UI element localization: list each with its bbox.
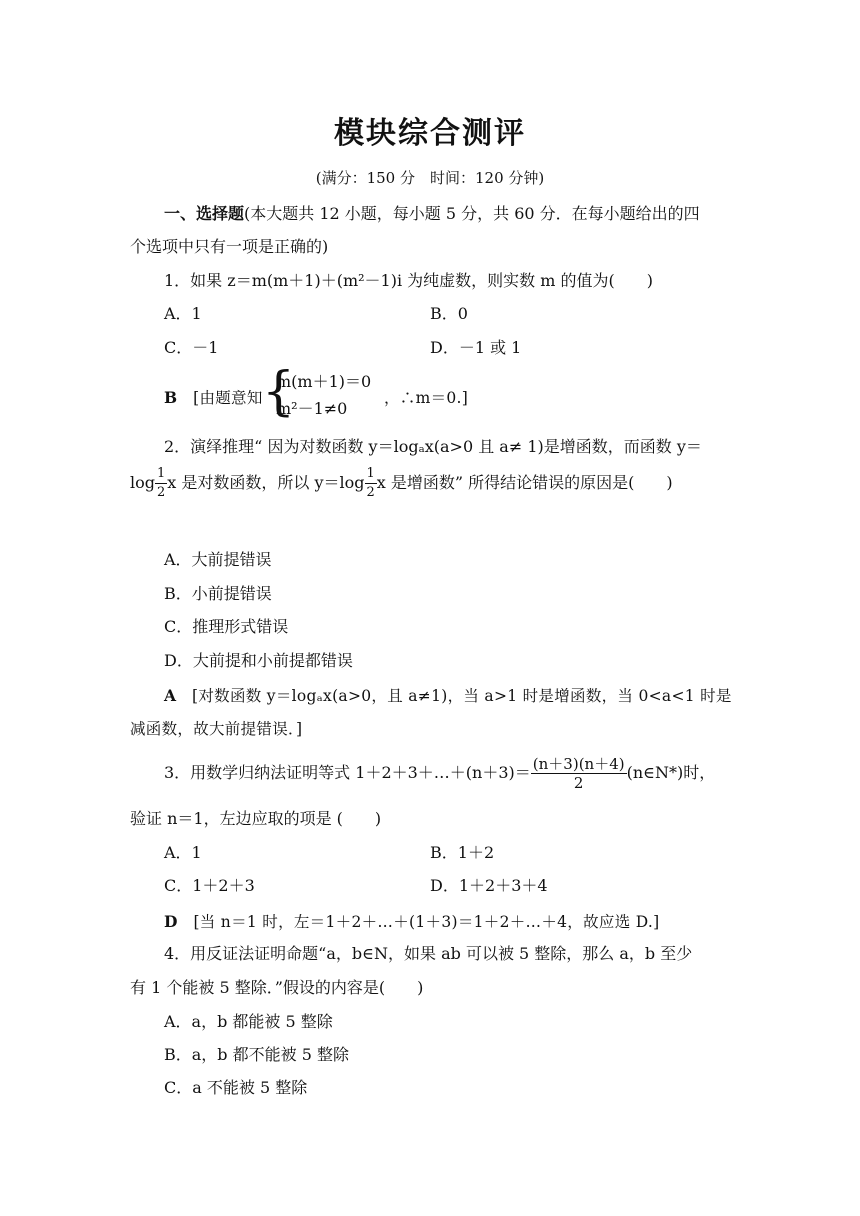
q1-prefix: 1．如果	[164, 271, 228, 290]
page-subtitle: (满分：150 分 时间：120 分钟)	[315, 169, 545, 187]
q2-stem-mid: x 是对数函数，所以 y＝log	[167, 473, 365, 492]
q2-answer-label: A	[164, 686, 177, 705]
q1-answer-text: [由题意知	[193, 389, 263, 407]
section-desc-line-1	[164, 204, 700, 224]
q2-stem-line-2	[130, 464, 673, 502]
q1-expr: z＝m(m＋1)＋(m²－1)i 为纯虚数，则实数 m 的值为( )	[227, 271, 654, 290]
q2-answer-line-2: 减函数，故大前提错误．]	[130, 720, 303, 738]
q2-answer-line-1	[164, 684, 732, 706]
q4-stem-line-1: 4．用反证法证明命题“a，b∈N，如果 ab 可以被 5 整除，那么 a，b 至少	[164, 944, 693, 963]
q4-option-b: B．a，b 都不能被 5 整除	[164, 1045, 349, 1064]
section-desc-1: (本大题共 12 小题，每小题 5 分，共 60 分．在每小题给出的四	[244, 204, 700, 223]
q3-answer-text: [当 n＝1 时，左＝1＋2＋…＋(1＋3)＝1＋2＋…＋4，故应选 D.]	[193, 913, 660, 931]
q1-option-d: D．－1 或 1	[430, 338, 522, 357]
section-desc-line-2: 个选项中只有一项是正确的)	[130, 237, 329, 256]
q1-option-a: A．1	[164, 304, 202, 323]
q1-case-1: m(m＋1)＝0	[276, 372, 372, 391]
q2-half-1: $\frac{1}{2}$	[157, 466, 166, 500]
q3-stem-line-1	[164, 752, 715, 794]
q3-option-c: C．1＋2＋3	[164, 876, 255, 895]
q3-option-b: B．1＋2	[430, 843, 495, 862]
q2-answer-text-1: [对数函数 y＝logₐx(a>0，且 a≠1)，当 a>1 时是增函数，当 0<a<1 时是	[192, 687, 732, 705]
q1-stem	[164, 271, 653, 291]
q1-brace: {	[262, 362, 296, 422]
q3-stem-line-2: 验证 n＝1，左边应取的项是 ( )	[130, 809, 382, 828]
q2-option-d: D．大前提和小前提都错误	[164, 651, 353, 670]
q1-case-2: m²－1≠0	[276, 399, 348, 418]
q3-answer	[164, 910, 660, 932]
q2-log-1: log	[130, 473, 155, 492]
q3-fraction: $\frac{(n+3)(n+4)}{2}$	[532, 755, 625, 792]
q4-stem-line-2: 有 1 个能被 5 整除．”假设的内容是( )	[130, 978, 424, 997]
page-title: 模块综合测评	[334, 116, 526, 151]
q2-stem-line-1: 2．演绎推理“ 因为对数函数 y＝logₐx(a>0 且 a≠ 1)是增函数，而函数 y＝	[164, 437, 702, 456]
q4-option-c: C．a 不能被 5 整除	[164, 1078, 308, 1097]
q2-stem-tail: x 是增函数” 所得结论错误的原因是( )	[376, 473, 673, 492]
q2-option-b: B．小前提错误	[164, 584, 272, 603]
q2-option-a: A．大前提错误	[164, 550, 272, 569]
q4-option-a: A．a，b 都能被 5 整除	[164, 1012, 333, 1031]
q1-answer-tail: ，∴m＝0.]	[384, 389, 469, 407]
section-heading: 一、选择题	[164, 204, 245, 223]
q1-answer-label: B	[164, 388, 178, 407]
q2-half-2: $\frac{1}{2}$	[366, 466, 375, 500]
q3-answer-label: D	[164, 912, 178, 931]
q3-option-a: A．1	[164, 843, 202, 862]
q1-answer-lead	[164, 386, 263, 408]
q1-option-b: B．0	[430, 304, 468, 323]
q2-option-c: C．推理形式错误	[164, 617, 289, 636]
q3-stem-a: 3．用数学归纳法证明等式 1＋2＋3＋…＋(n＋3)＝	[164, 763, 531, 782]
q3-option-d: D．1＋2＋3＋4	[430, 876, 548, 895]
q3-stem-b: (n∈N*)时，	[626, 763, 716, 782]
q1-option-c: C．－1	[164, 338, 219, 357]
